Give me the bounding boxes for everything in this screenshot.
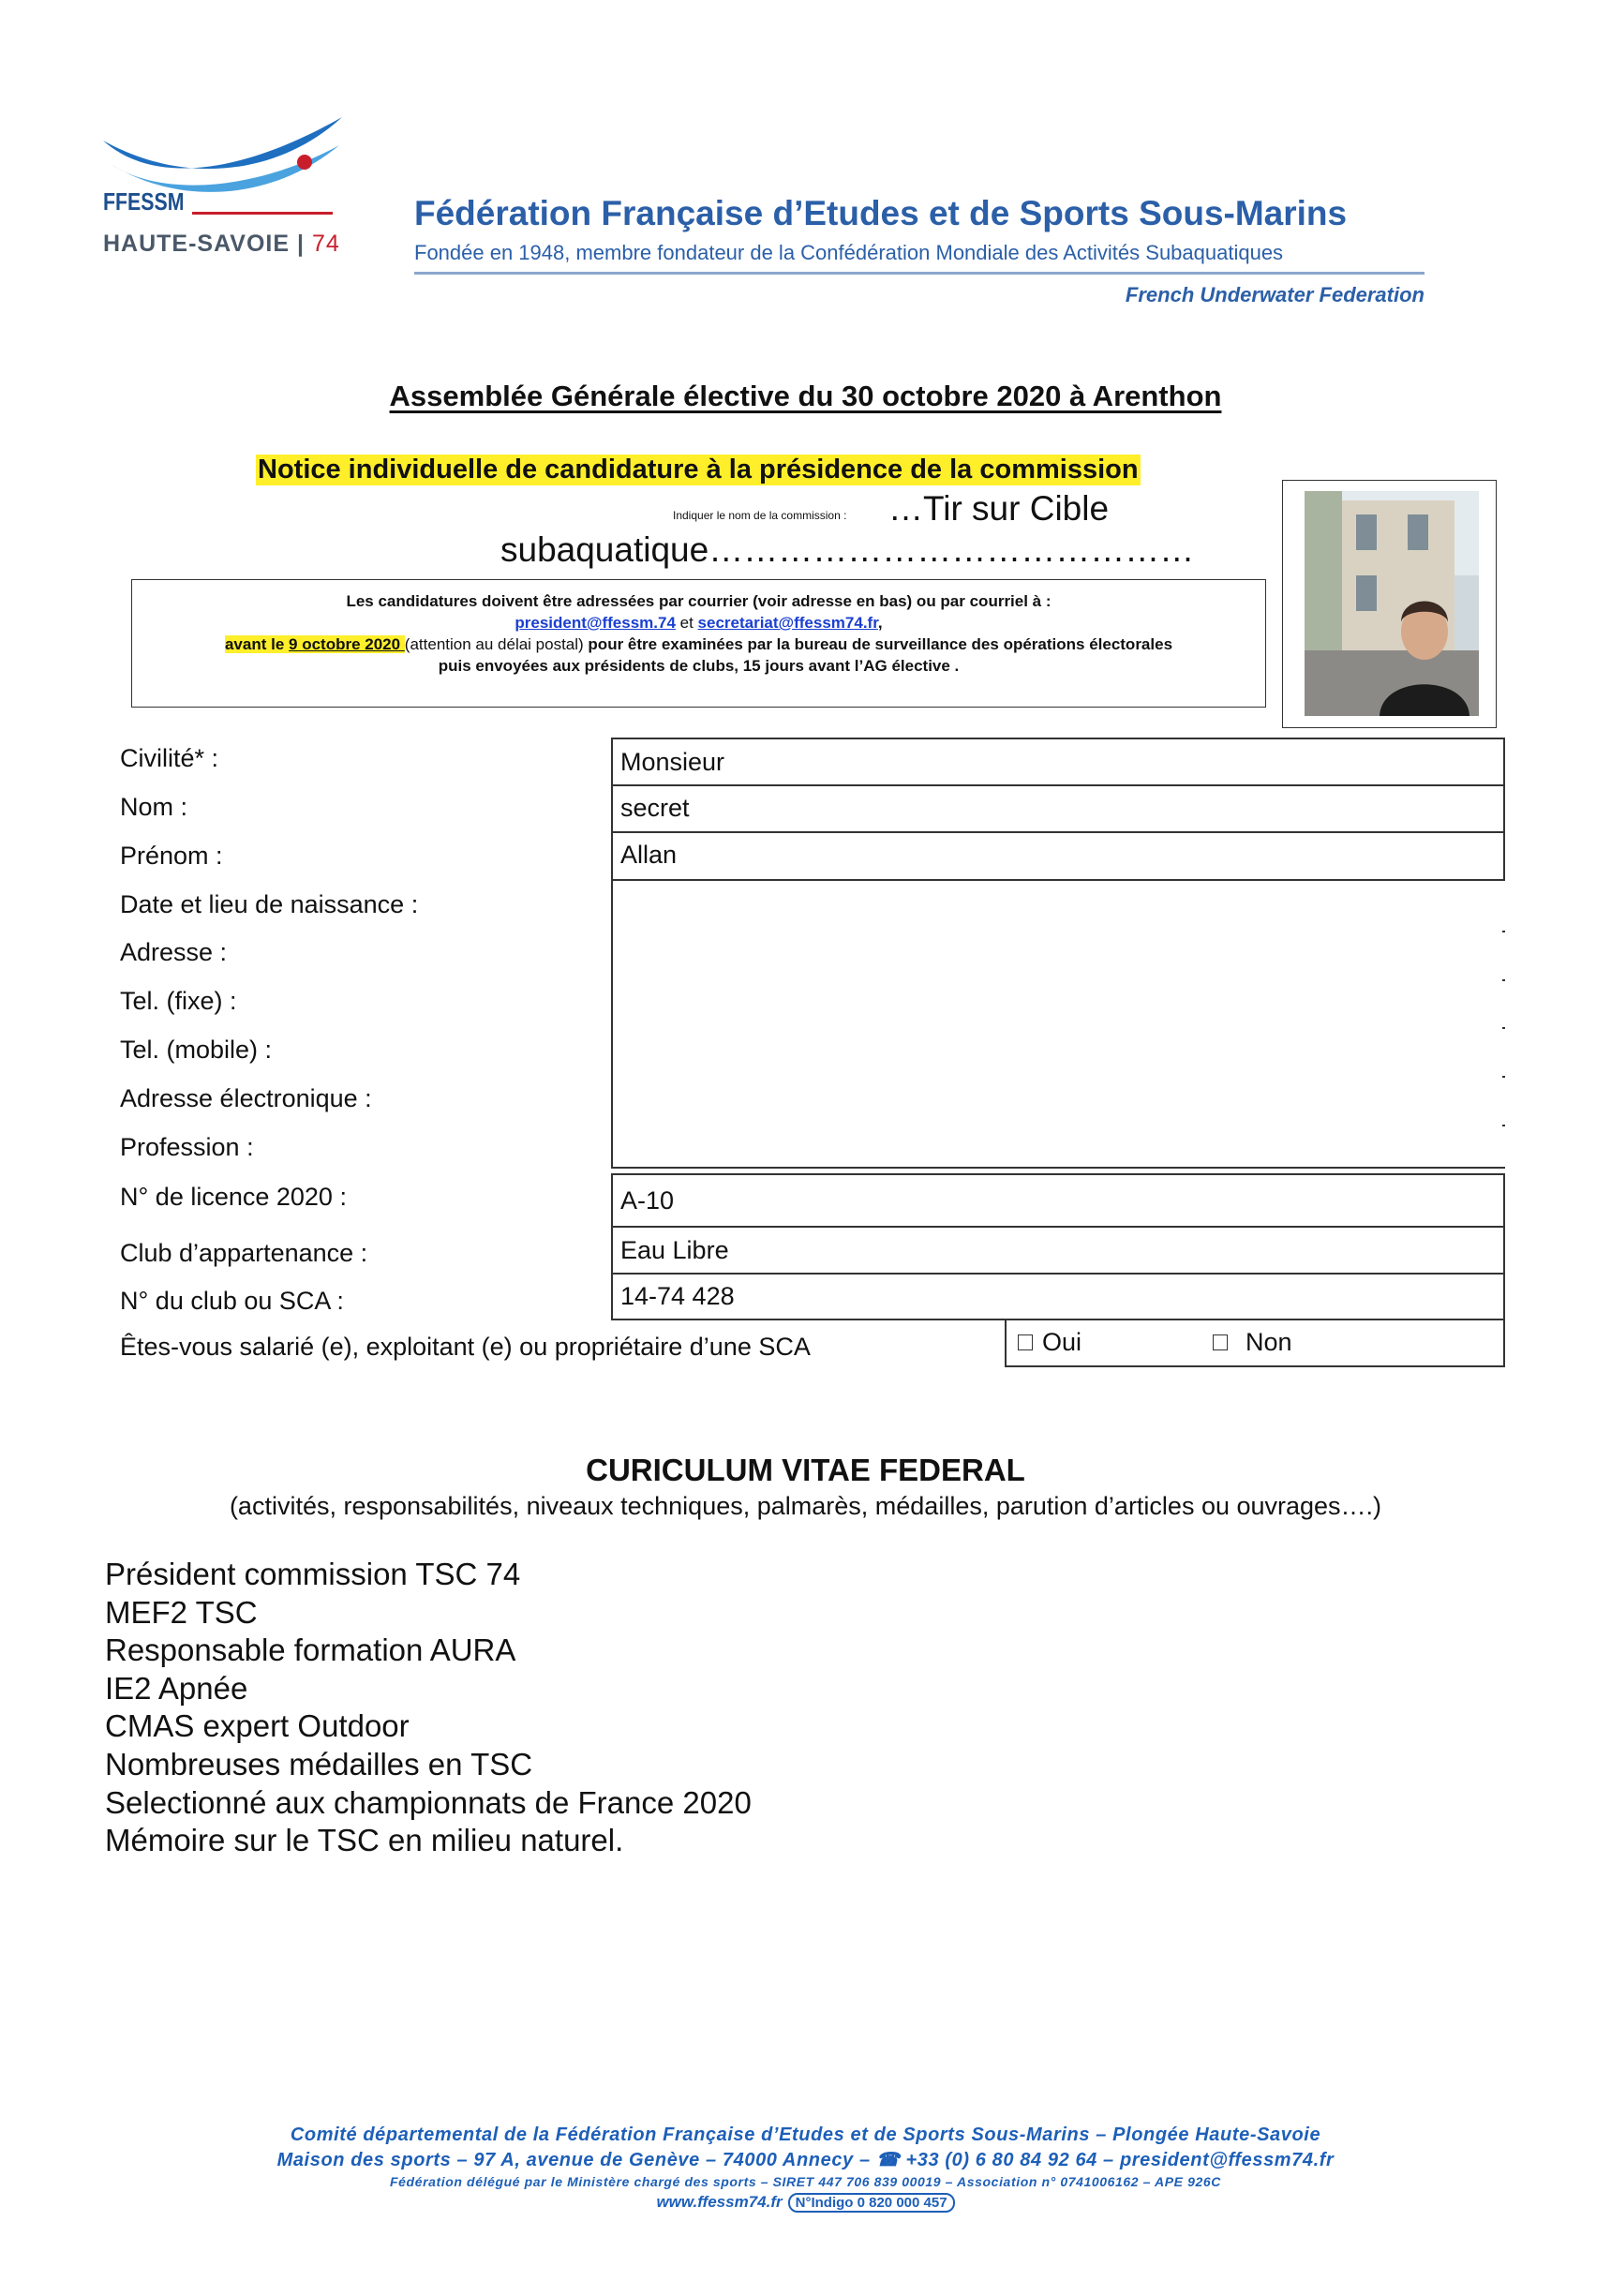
cv-item: Selectionné aux championnats de France 2020: [105, 1784, 752, 1820]
logo-acronym: FFESSM: [103, 187, 185, 216]
logo-dept-number: 74: [311, 231, 340, 257]
commission-name-line2: subaquatique……………………………………: [500, 530, 1195, 569]
phone-fixed-label: Tel. (fixe) :: [120, 987, 237, 1015]
no-checkbox[interactable]: [1213, 1334, 1228, 1350]
commission-hint: Indiquer le nom de la commission :: [673, 509, 847, 522]
cv-subtitle: (activités, responsabilités, niveaux techniques, palmarès, médailles, parution d’articles ou ouvrages….): [229, 1492, 1382, 1520]
info-line-1: [132, 590, 1265, 612]
cv-item: Président commission TSC 74: [105, 1557, 521, 1591]
civility-field[interactable]: Monsieur: [611, 738, 1505, 786]
secretariat-email-link[interactable]: secretariat@ffessm74.fr: [697, 614, 878, 632]
field-separator: [1502, 931, 1505, 932]
header-divider: [414, 272, 1425, 275]
cv-item: MEF2 TSC: [105, 1594, 258, 1630]
submission-instructions-box: [131, 579, 1266, 708]
indigo-number-badge: N°Indigo 0 820 000 457: [788, 2193, 955, 2213]
no-label: Non: [1246, 1328, 1292, 1356]
info-line-4-text: puis envoyées aux présidents de clubs, 15 jours avant l’AG élective .: [438, 657, 960, 675]
licence-field[interactable]: A-10: [611, 1173, 1505, 1228]
sca-question: Êtes-vous salarié (e), exploitant (e) ou propriétaire d’une SCA: [120, 1333, 811, 1361]
logo-region: HAUTE-SAVOIE | 74: [103, 231, 340, 257]
personal-details-fields[interactable]: [611, 879, 1505, 1169]
cv-title: CURICULUM VITAE FEDERAL: [586, 1453, 1025, 1487]
civility-label: Civilité* :: [120, 744, 219, 772]
club-field[interactable]: Eau Libre: [611, 1226, 1505, 1275]
federation-english-name: French Underwater Federation: [1125, 283, 1425, 306]
info-line-2: [132, 612, 1265, 634]
name-field[interactable]: secret: [611, 784, 1505, 833]
candidate-photo: [1305, 491, 1479, 716]
birth-label: Date et lieu de naissance :: [120, 890, 419, 918]
email-label: Adresse électronique :: [120, 1084, 372, 1112]
field-separator: [1502, 1125, 1505, 1126]
website-link[interactable]: www.ffessm74.fr: [656, 2193, 783, 2211]
footer-address: Maison des sports – 97 A, avenue de Genève – 74000 Annecy – ☎ +33 (0) 6 80 84 92 64 – president@ffessm74.fr: [276, 2150, 1335, 2170]
yes-checkbox[interactable]: [1018, 1334, 1033, 1350]
footer-committee: Comité départemental de la Fédération Française d’Etudes et de Sports Sous-Marins – Plongée Haute-Savoie: [290, 2125, 1321, 2145]
licence-label: N° de licence 2020 :: [120, 1183, 347, 1211]
info-line-1-text: Les candidatures doivent être adressées par courrier (voir adresse en bas) ou par courriel à :: [346, 592, 1052, 610]
firstname-label: Prénom :: [120, 842, 223, 870]
info-comma: ,: [877, 614, 883, 632]
cv-item: Mémoire sur le TSC en milieu naturel.: [105, 1823, 624, 1858]
president-email-link[interactable]: president@ffessm.74: [515, 614, 676, 632]
club-number-label: N° du club ou SCA :: [120, 1287, 344, 1315]
federation-subtitle: Fondée en 1948, membre fondateur de la Confédération Mondiale des Activités Subaquatiques: [414, 241, 1284, 264]
cv-item: CMAS expert Outdoor: [105, 1708, 410, 1744]
logo-divider: [192, 212, 333, 215]
commission-name-line1: …Tir sur Cible: [888, 489, 1110, 528]
field-separator: [1502, 1027, 1505, 1029]
deadline-prefix: avant le: [224, 635, 290, 653]
document-title: [0, 380, 1611, 413]
yes-label: Oui: [1042, 1328, 1082, 1356]
cv-item: IE2 Apnée: [105, 1670, 248, 1706]
field-separator: [1502, 1076, 1505, 1078]
notice-heading: Notice individuelle de candidature à la présidence de la commission: [258, 455, 1139, 485]
federation-title: Fédération Française d’Etudes et de Sports Sous-Marins: [414, 194, 1348, 232]
address-label: Adresse :: [120, 938, 228, 966]
document-title-text: Assemblée Générale élective du 30 octobre 2020 à Arenthon: [389, 380, 1222, 412]
deadline-date: 9 octobre 2020: [289, 635, 405, 653]
name-label: Nom :: [120, 793, 188, 821]
phone-mobile-label: Tel. (mobile) :: [120, 1036, 273, 1064]
deadline-note: (attention au délai postal): [404, 635, 584, 653]
info-line-4: [132, 655, 1265, 677]
cv-list: [105, 1556, 752, 1860]
info-line-3: [132, 634, 1265, 655]
cv-item: Responsable formation AURA: [105, 1633, 516, 1668]
logo-region-name: HAUTE-SAVOIE: [103, 231, 291, 257]
info-and: et: [675, 614, 698, 632]
footer-registration: Fédération délégué par le Ministère chargé des sports – SIRET 447 706 839 00019 – Association n° 0741006162 – APE 926C: [390, 2174, 1221, 2189]
field-separator: [1502, 979, 1505, 981]
firstname-field[interactable]: Allan: [611, 831, 1505, 881]
cv-item: Nombreuses médailles en TSC: [105, 1746, 533, 1782]
sca-answer-box: [1005, 1319, 1505, 1367]
club-label: Club d’appartenance :: [120, 1239, 368, 1267]
footer-web: [0, 2193, 1611, 2213]
profession-label: Profession :: [120, 1133, 254, 1161]
info-line-3-rest: pour être examinées par la bureau de surveillance des opérations électorales: [583, 635, 1173, 653]
club-number-field[interactable]: 14-74 428: [611, 1273, 1505, 1320]
